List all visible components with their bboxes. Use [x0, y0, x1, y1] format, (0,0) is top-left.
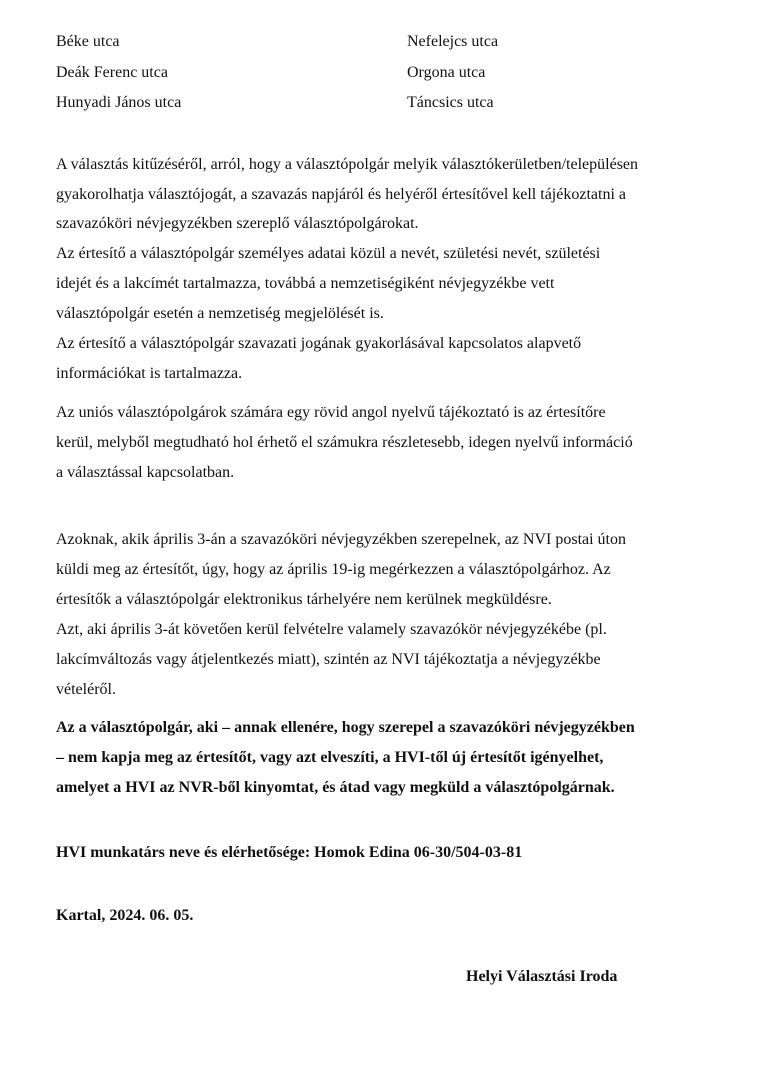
para1-line: gyakorolhatja választójogát, a szavazás napjáról és helyéről értesítővel kell tájékoztatni a [56, 186, 626, 203]
bold-para-line: – nem kapja meg az értesítőt, vagy azt elveszíti, a HVI-től új értesítőt igényelhet, [56, 749, 604, 766]
para1-line: Az értesítő a választópolgár személyes adatai közül a nevét, születési nevét, születési [56, 245, 601, 262]
street-left-3: Hunyadi János utca [56, 94, 182, 111]
para1-line: információkat is tartalmazza. [56, 365, 243, 382]
para2-line: lakcímváltozás vagy átjelentkezés miatt), szintén az NVI tájékoztatja a névjegyzékbe [56, 651, 601, 668]
para2-line: küldi meg az értesítőt, úgy, hogy az április 19-ig megérkezzen a választópolgárhoz. Az [56, 561, 611, 578]
place-date: Kartal, 2024. 06. 05. [56, 907, 194, 924]
para1-line: választópolgár esetén a nemzetiség megjelölését is. [56, 305, 384, 322]
para1-line: szavazóköri névjegyzékben szereplő választópolgárokat. [56, 215, 419, 232]
street-left-2: Deák Ferenc utca [56, 64, 168, 81]
para2-line: Azoknak, akik április 3-án a szavazóköri névjegyzékben szerepelnek, az NVI postai úton [56, 531, 626, 548]
street-right-3: Táncsics utca [407, 94, 494, 111]
street-right-1: Nefelejcs utca [407, 33, 499, 50]
para2-line: vételéről. [56, 681, 116, 698]
contact-info: HVI munkatárs neve és elérhetősége: Homok Edina 06-30/504-03-81 [56, 844, 523, 861]
para1-line: a választással kapcsolatban. [56, 464, 235, 481]
para1-line: A választás kitűzéséről, arról, hogy a választópolgár melyik választókerületben/településen [56, 156, 639, 173]
bold-para-line: amelyet a HVI az NVR-ből kinyomtat, és átad vagy megküld a választópolgárnak. [56, 779, 615, 796]
signature: Helyi Választási Iroda [466, 968, 618, 985]
para1-line: idejét és a lakcímét tartalmazza, továbbá a nemzetiségiként névjegyzékbe vett [56, 275, 555, 292]
para2-line: Azt, aki április 3-át követően kerül felvételre valamely szavazókör névjegyzékébe (pl. [56, 621, 607, 638]
para1-line: kerül, melyből megtudható hol érhető el számukra részletesebb, idegen nyelvű információ [56, 434, 633, 451]
street-right-2: Orgona utca [407, 64, 486, 81]
para2-line: értesítők a választópolgár elektronikus tárhelyére nem kerülnek megküldésre. [56, 591, 552, 608]
street-left-1: Béke utca [56, 33, 120, 50]
para1-line: Az értesítő a választópolgár szavazati jogának gyakorlásával kapcsolatos alapvető [56, 335, 582, 352]
bold-para-line: Az a választópolgár, aki – annak ellenére, hogy szerepel a szavazóköri névjegyzékben [56, 719, 635, 736]
para1-line: Az uniós választópolgárok számára egy rövid angol nyelvű tájékoztató is az értesítőre [56, 404, 606, 421]
